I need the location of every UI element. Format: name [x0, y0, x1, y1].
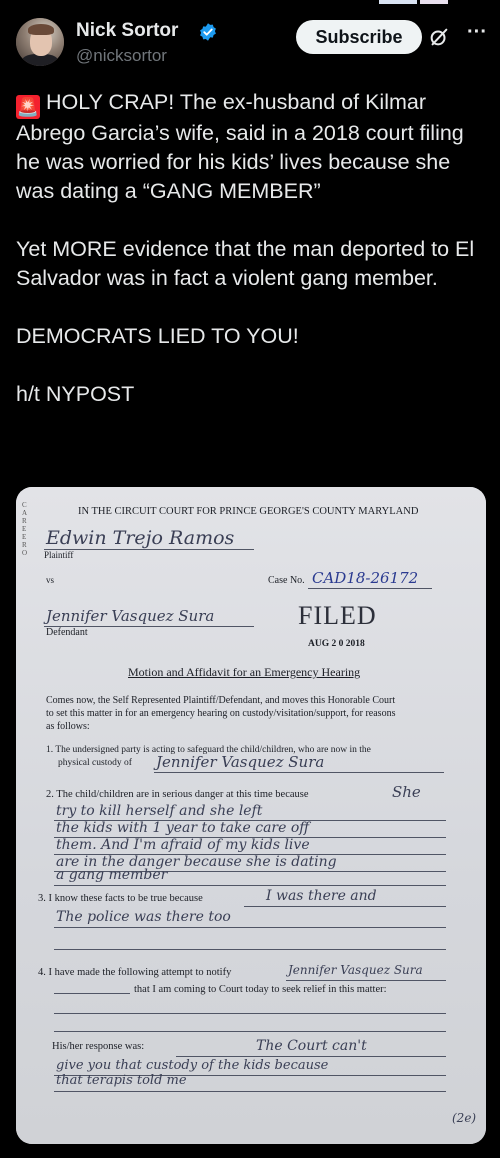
clerk-stamp: C A R E E R O	[22, 501, 28, 557]
court-document	[16, 487, 486, 1144]
top-edge-strip	[379, 0, 417, 4]
tweet-image[interactable]	[16, 487, 486, 1144]
item-2-handwriting-3: the kids with 1 year to take care off	[56, 820, 310, 836]
item-1-line-2: physical custody of	[58, 758, 132, 768]
response-handwriting-2: give you that custody of the kids because	[56, 1058, 329, 1073]
vs-label: vs	[46, 575, 55, 585]
tweet-paragraph-3: DEMOCRATS LIED TO YOU!	[16, 324, 299, 348]
page-mark: (2e)	[452, 1111, 477, 1125]
item-2-handwriting-6: a gang member	[56, 867, 168, 883]
defendant-name: Jennifer Vasquez Sura	[46, 607, 215, 625]
court-header: IN THE CIRCUIT COURT FOR PRINCE GEORGE'S COUNTY MARYLAND	[78, 506, 419, 517]
more-options-icon[interactable]: ···	[467, 20, 487, 43]
intro-line-1: Comes now, the Self Represented Plaintiff/Defendant, and moves this Honorable Court	[46, 695, 396, 706]
grok-icon[interactable]	[428, 26, 450, 48]
top-edge-strip-2	[420, 0, 448, 4]
item-3-handwriting-1: I was there and	[266, 888, 377, 904]
filed-date: AUG 2 0 2018	[308, 639, 365, 649]
response-label: His/her response was:	[52, 1041, 145, 1052]
tweet-header	[0, 6, 500, 76]
plaintiff-name: Edwin Trejo Ramos	[46, 527, 235, 549]
tweet-paragraph-4: h/t NYPOST	[16, 382, 135, 406]
tweet-paragraph-1-text: HOLY CRAP! The ex-husband of Kilmar Abrego Garcia’s wife, said in a 2018 court filing he was worried for his kids’ lives because she was dating a “GANG MEMBER”	[16, 90, 464, 203]
item-2-line-1: 2. The child/children are in serious danger at this time because	[46, 789, 309, 800]
motion-title: Motion and Affidavit for an Emergency Hearing	[128, 665, 361, 679]
response-handwriting-1: The Court can't	[256, 1038, 367, 1054]
item-4-line-2: that I am coming to Court today to seek relief in this matter:	[134, 984, 387, 995]
intro-line-2: to set this matter in for an emergency hearing on custody/visitation/support, for reasons	[46, 708, 396, 719]
item-2-handwriting-4: them. And I'm afraid of my kids live	[56, 837, 310, 853]
plaintiff-label: Plaintiff	[44, 550, 74, 560]
tweet-paragraph-2: Yet MORE evidence that the man deported to El Salvador was in fact a violent gang member.	[16, 237, 475, 290]
tweet-text	[16, 88, 486, 438]
item-4-handwriting: Jennifer Vasquez Sura	[288, 963, 423, 977]
tweet-paragraph-1	[16, 88, 486, 206]
item-2-handwriting-5: are in the danger because she is dating	[56, 854, 337, 870]
item-1-line-1: 1. The undersigned party is acting to safeguard the child/children, who are now in the	[46, 745, 371, 755]
author-handle[interactable]: @nicksortor	[76, 46, 167, 65]
intro-line-3: as follows:	[46, 721, 90, 732]
item-2-handwriting-2: try to kill herself and she left	[56, 803, 263, 819]
defendant-label: Defendant	[46, 627, 88, 638]
response-handwriting-3: that terapis told me	[56, 1073, 187, 1088]
avatar[interactable]	[16, 18, 64, 66]
item-2-handwriting-1: She	[392, 783, 421, 801]
item-3-line-1: 3. I know these facts to be true because	[38, 893, 203, 904]
filed-stamp: FILED	[298, 601, 377, 630]
verified-badge-icon	[198, 22, 218, 42]
item-3-handwriting-2: The police was there too	[56, 909, 231, 925]
item-4-line-1: 4. I have made the following attempt to notify	[38, 967, 232, 978]
item-1-handwriting: Jennifer Vasquez Sura	[156, 753, 325, 771]
case-number: CAD18-26172	[312, 569, 419, 587]
author-name[interactable]: Nick Sortor	[76, 20, 179, 41]
siren-icon: 🚨	[16, 97, 40, 117]
subscribe-button[interactable]: Subscribe	[296, 20, 422, 54]
case-number-label: Case No.	[268, 575, 305, 586]
top-edge	[0, 0, 500, 4]
